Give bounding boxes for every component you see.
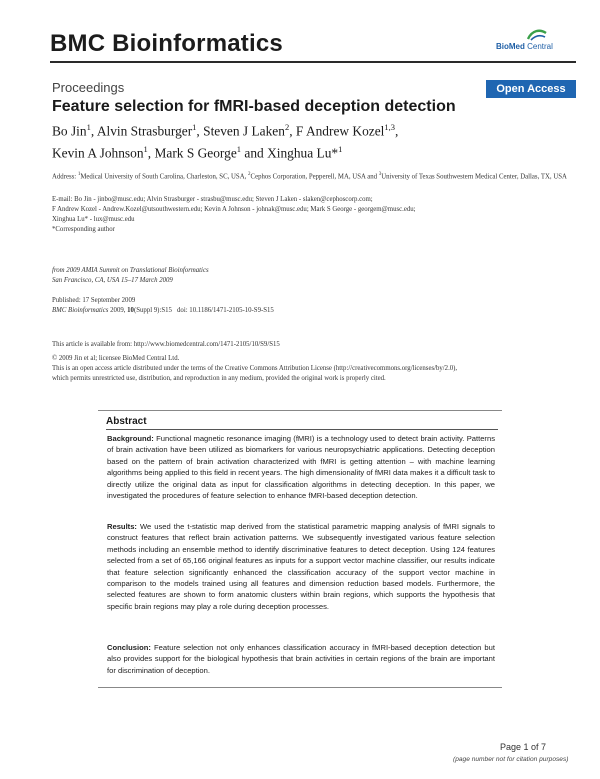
author-name[interactable]: Steven J Laken [203,123,285,139]
author-line-1: Bo Jin$^1$, Alvin Strasburger$^1$, Steven J Laken$^2$, F Andrew Kozel$^{1,3}$, [52,122,399,139]
biomed-central-logo[interactable] [496,28,576,54]
copyright-notice: © 2009 Jin et al; licensee BioMed Central Ltd. This is an open access article distributed under the terms of the Creative Commons Attribution License (http://creativecommons.org/licenses/by/2.0), which permits unrestricted use, distribution, and reproduction in any medium, provided the original work is properly cited. [52,355,458,382]
published-date: Published: 17 September 2009 [52,297,136,304]
author-name[interactable]: F Andrew Kozel [295,123,385,139]
abstract-heading: Abstract [106,416,147,427]
author-name[interactable]: Xinghua Lu* [267,145,339,161]
journal-title: BMC Bioinformatics [50,30,283,57]
meeting-info: from 2009 AMIA Summit on Translational Bioinformatics San Francisco, CA, USA 15–17 March 2009 [52,267,209,284]
author-emails [52,195,572,224]
author-name[interactable]: Mark S George [154,145,237,161]
doi[interactable]: doi: 10.1186/1471-2105-10-S9-S15 [177,306,274,314]
author-line-2: Kevin A Johnson$^1$, Mark S George$^1$ and Xinghua Lu*$^1$ [52,144,343,161]
open-access-badge: Open Access [486,80,576,98]
abstract-background: Background: Functional magnetic resonance imaging (fMRI) is a technology used to detect brain activity. Patterns of brain activation have been utilized as biomarkers for various neuropsychiatric applications. Detecting deception based on the pattern of brain activation characterized with fMRI is getting attention – with machine learning algorithms being applied to this field in recent years. The high dimensionality of fMRI data makes it a difficult task to directly utilize the original data as input for classification algorithms in detecting deception. In this paper, we investigated the procedures of feature selection to enhance fMRI-based deception detection. [107,434,495,501]
abstract-divider [106,429,498,430]
biomed-swoosh-icon [526,28,548,42]
publisher-name: BioMed Central [496,42,553,51]
author-name[interactable]: Kevin A Johnson [52,145,144,161]
page-number-note: (page number not for citation purposes) [453,756,569,763]
affiliations: Address: $^1$Medical University of South Carolina, Charleston, SC, USA, $^2$Cephos Corporation, Pepperell, MA, USA and $^3$University of Texas Southwestern Medical Center, Dallas, TX, USA [52,172,567,181]
author-name[interactable]: Bo Jin [52,123,87,139]
citation: BMC Bioinformatics 2009, 10(Suppl 9):S15 doi: 10.1186/1471-2105-10-S9-S15 [52,306,274,314]
corresponding-author-note: *Corresponding author [52,226,115,233]
author-list [52,118,572,163]
page-number: Page 1 of 7 [500,742,547,752]
article-type: Proceedings [52,80,125,95]
header-rule [50,61,576,63]
email-line[interactable]: E-mail: Bo Jin - jinbo@musc.edu; Alvin Strasburger - strasbu@musc.edu; Steven J Laken - slaken@cephoscorp.com; [52,196,373,203]
email-line[interactable]: F Andrew Kozel - Andrew.Kozel@utsouthwestern.edu; Kevin A Johnson - johnak@musc.edu; Mark S George - georgem@musc.edu; [52,205,416,213]
abstract-results: Results: We used the t-statistic map derived from the statistical parametric mapping analysis of fMRI signals to construct features that reflect brain activation patterns. We subsequently investigated various feature selection methods including an ensemble method to identify discriminative features to detect deception. Using 124 features selected from a set of 65,166 original features as inputs for a support vector machine classifier, our results indicate that feature selection significantly enhanced the classification accuracy of the support vector machine in comparison to the models trained using all features and dimension reduction based models. Furthermore, the selected features are shown to form anatomic clusters within brain regions, which supports the hypothesis that specific brain regions may play a role during deception processes. [107,522,495,611]
article-title: Feature selection for fMRI-based deception detection [52,98,456,115]
abstract-conclusion: Conclusion: Feature selection not only enhances classification accuracy in fMRI-based deception detection but also provides support for the biological hypothesis that brain activities in certain regions of the brain are important for discrimination of deception. [107,643,495,675]
availability-link[interactable]: This article is available from: http://www.biomedcentral.com/1471-2105/10/S9/S15 [52,341,280,348]
email-line[interactable]: Xinghua Lu* - lux@musc.edu [52,215,135,223]
publication-info [52,296,572,316]
author-name[interactable]: Alvin Strasburger [96,123,193,139]
